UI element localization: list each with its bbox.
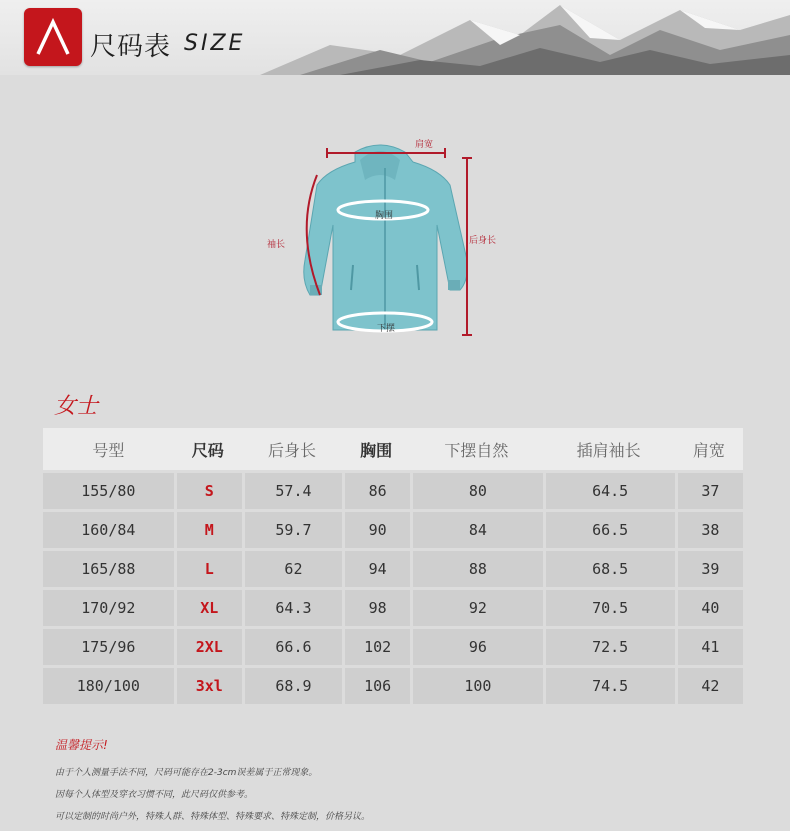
cell-model: 155/80 [43,473,174,509]
cell-hem: 96 [410,629,542,665]
size-table [43,425,743,707]
cell-model: 180/100 [43,668,174,704]
header-chest: 胸围 [342,428,410,470]
cell-size: 2XL [174,629,242,665]
sleeve-label: 袖长 [267,240,286,250]
table-header-row [43,428,743,470]
cell-sleeve: 72.5 [543,629,675,665]
cell-sleeve: 74.5 [543,668,675,704]
cell-shoulder: 42 [675,668,743,704]
tips-section [55,736,655,831]
cell-size: 3xl [174,668,242,704]
table-row [43,551,743,587]
tips-line: 可以定制的时尚户外，特殊人群、特殊体型、特殊要求、特殊定制，价格另议。 [55,812,371,822]
shoulder-label: 肩宽 [415,140,434,150]
cell-back-length: 59.7 [242,512,342,548]
cell-back-length: 57.4 [242,473,342,509]
cell-size: XL [174,590,242,626]
cell-back-length: 64.3 [242,590,342,626]
hem-label: 下摆 [377,324,396,334]
cell-sleeve: 70.5 [543,590,675,626]
page-title: 尺码表 [90,32,172,62]
header-sleeve: 插肩袖长 [543,428,675,470]
cell-sleeve: 66.5 [543,512,675,548]
header-size: 尺码 [174,428,242,470]
back-length-label: 后身长 [469,236,497,246]
cell-hem: 100 [410,668,542,704]
cell-chest: 98 [342,590,410,626]
cell-hem: 92 [410,590,542,626]
chest-label: 胸围 [375,211,394,221]
cell-chest: 90 [342,512,410,548]
cell-hem: 80 [410,473,542,509]
cell-shoulder: 39 [675,551,743,587]
table-row [43,512,743,548]
cell-model: 165/88 [43,551,174,587]
page-title-en: SIZE [184,31,246,56]
table-row [43,629,743,665]
cell-back-length: 68.9 [242,668,342,704]
cell-chest: 94 [342,551,410,587]
table-row [43,590,743,626]
cell-shoulder: 38 [675,512,743,548]
cell-back-length: 62 [242,551,342,587]
jacket-illustration [255,130,505,345]
cell-sleeve: 68.5 [543,551,675,587]
tips-line: 由于个人测量手法不同，尺码可能存在2-3cm误差属于正常现象。 [55,768,318,778]
header-banner [0,0,790,75]
table-row [43,668,743,704]
header-hem: 下摆自然 [410,428,542,470]
cell-shoulder: 41 [675,629,743,665]
cell-size: M [174,512,242,548]
measurement-diagram [255,130,505,345]
tips-title: 温馨提示! [55,738,108,752]
cell-chest: 102 [342,629,410,665]
cell-chest: 106 [342,668,410,704]
table-row [43,473,743,509]
cell-model: 175/96 [43,629,174,665]
mountain-peak-icon [24,8,82,66]
cell-sleeve: 64.5 [543,473,675,509]
cell-chest: 86 [342,473,410,509]
header-model: 号型 [43,428,174,470]
header-shoulder: 肩宽 [675,428,743,470]
cell-hem: 84 [410,512,542,548]
cell-hem: 88 [410,551,542,587]
tips-line: 因每个人体型及穿衣习惯不同，此尺码仅供参考。 [55,790,254,800]
header-back-length: 后身长 [242,428,342,470]
brand-logo [24,8,82,66]
cell-size: S [174,473,242,509]
section-title: 女士 [54,394,99,419]
cell-model: 160/84 [43,512,174,548]
cell-back-length: 66.6 [242,629,342,665]
cell-model: 170/92 [43,590,174,626]
cell-shoulder: 40 [675,590,743,626]
cell-shoulder: 37 [675,473,743,509]
cell-size: L [174,551,242,587]
